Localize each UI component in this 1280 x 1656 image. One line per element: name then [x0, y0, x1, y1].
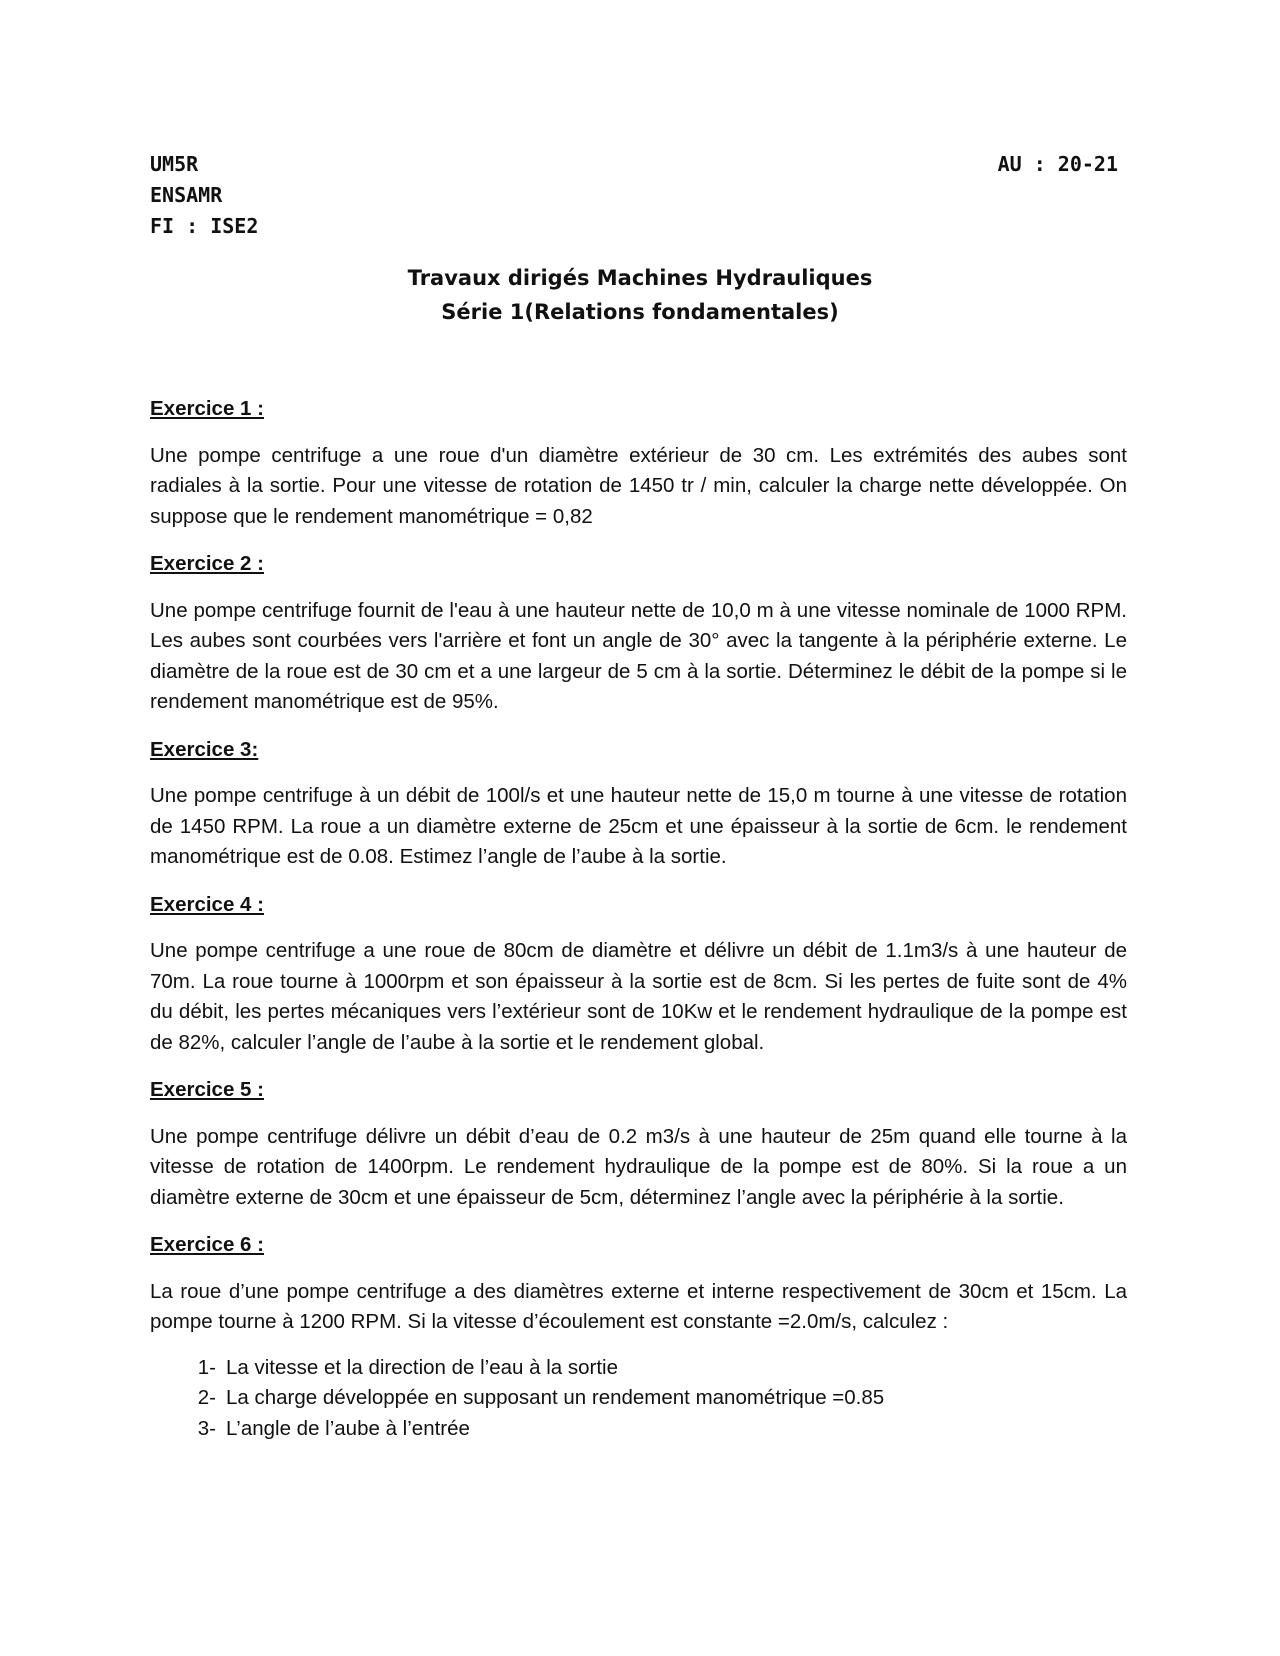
exercise-5-text: Une pompe centrifuge délivre un débit d’eau de 0.2 m3/s à une hauteur de 25m quand elle tourne à la vitesse de rotation de 1400rpm. Le rendement hydraulique de la pompe est de 80%. Si la roue a un diamètre externe de 30cm et une épaisseur de 5cm, déterminez l’angle avec la périphérie à la sortie.: [150, 1124, 1127, 1209]
institution-header: [150, 149, 258, 242]
list-item-text: L’angle de l’aube à l’entrée: [226, 1416, 470, 1440]
list-item: [150, 1414, 1127, 1445]
exercise-5-title: Exercice 5 :: [150, 1078, 264, 1101]
academic-year-label: AU : 20-21: [997, 152, 1118, 176]
list-item: [150, 1383, 1127, 1414]
program-label: FI : ISE2: [150, 214, 259, 238]
list-item-number: 3-: [197, 1416, 216, 1440]
exercise-6-title: Exercice 6 :: [150, 1233, 264, 1256]
list-item: [150, 1353, 1127, 1384]
list-item-text: La vitesse et la direction de l’eau à la sortie: [226, 1355, 619, 1379]
title-line-2: Série 1(Relations fondamentales): [441, 300, 839, 324]
exercise-3-title: Exercice 3:: [150, 737, 259, 761]
exercise-1-title: Exercice 1 :: [150, 397, 264, 420]
exercise-6-question-list: [150, 1353, 1127, 1445]
exercise-2-title: Exercice 2 :: [150, 552, 264, 575]
list-item-number: 1-: [197, 1355, 216, 1379]
exercise-1-text: Une pompe centrifuge a une roue d'un diamètre extérieur de 30 cm. Les extrémités des aubes sont radiales à la sortie. Pour une vitesse de rotation de 1450 tr / min, calculer la charge nette développée. On suppose que le rendement manométrique = 0,82: [150, 443, 1127, 528]
exercise-4-text: Une pompe centrifuge a une roue de 80cm de diamètre et délivre un débit de 1.1m3/s à une hauteur de 70m. La roue tourne à 1000rpm et son épaisseur à la sortie est de 8cm. Si les pertes de fuite sont de 4% du débit, les pertes mécaniques vers l’extérieur sont de 10Kw et le rendement hydraulique de la pompe est de 82%, calculer l’angle de l’aube à la sortie et le rendement global.: [150, 939, 1127, 1054]
document-title: [0, 261, 1280, 329]
exercise-6-text: La roue d’une pompe centrifuge a des diamètres externe et interne respectivement de 30cm et 15cm. La pompe tourne à 1200 RPM. Si la vitesse d’écoulement est constante =2.0m/s, calculez :: [150, 1279, 1127, 1333]
list-item-number: 2-: [197, 1386, 216, 1409]
exercise-4-title: Exercice 4 :: [150, 892, 264, 916]
exercise-2-text: Une pompe centrifuge fournit de l'eau à une hauteur nette de 10,0 m à une vitesse nominale de 1000 RPM. Les aubes sont courbées vers l'arrière et font un angle de 30° avec la tangente à la périphérie externe. Le diamètre de la roue est de 30 cm et a une largeur de 5 cm à la sortie. Déterminez le débit de la pompe si le rendement manométrique est de 95%.: [150, 598, 1127, 713]
title-line-1: Travaux dirigés Machines Hydrauliques: [407, 266, 873, 290]
exercises-body: [150, 394, 1127, 1444]
list-item-text: La charge développée en supposant un rendement manométrique =0.85: [226, 1386, 885, 1409]
exercise-3-text: Une pompe centrifuge à un débit de 100l/s et une hauteur nette de 15,0 m tourne à une vitesse de rotation de 1450 RPM. La roue a un diamètre externe de 25cm et une épaisseur à la sortie de 6cm. le rendement manométrique est de 0.08. Estimez l’angle de l’aube à la sortie.: [150, 784, 1127, 868]
school-label: ENSAMR: [150, 183, 223, 207]
university-label: UM5R: [150, 152, 199, 176]
